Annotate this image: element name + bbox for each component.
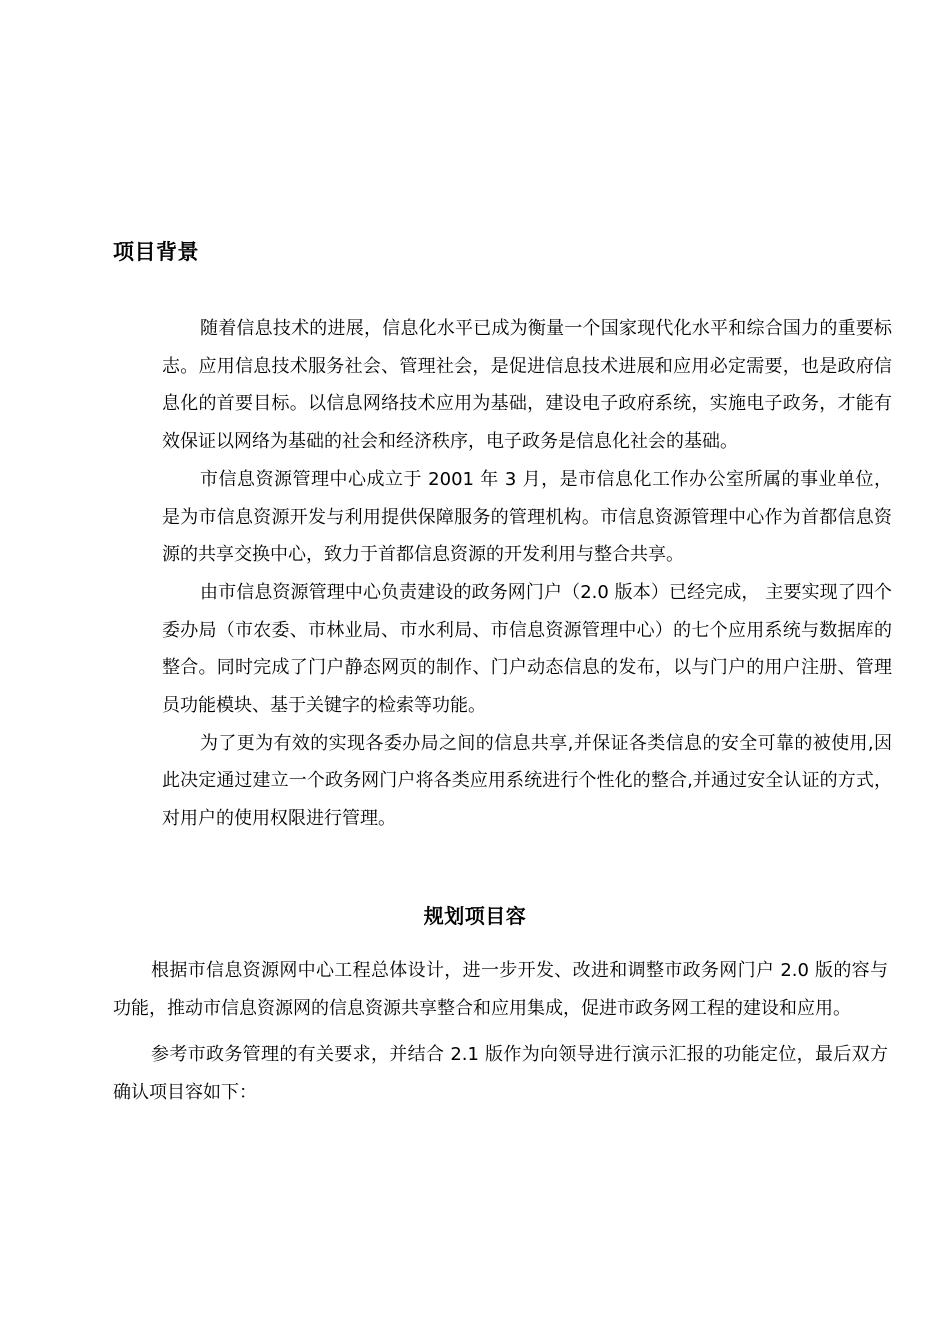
project-background-body [162, 310, 892, 838]
paragraph: 参考市政务管理的有关要求，并结合 2.1 版作为向领导进行演示汇报的功能定位，最后双方确认项目容如下： [113, 1044, 888, 1103]
section-heading-planning-content: 规划项目容 [423, 904, 527, 928]
planning-content-body [113, 952, 888, 1120]
paragraph: 由市信息资源管理中心负责建设的政务网门户（2.0 版本）已经完成， 主要实现了四个委办局（市农委、市林业局、市水利局、市信息资源管理中心）的七个应用系统与数据库的整合。同时完成了门户静态网页的制作、门户动态信息的发布，以与门户的用户注册、管理员功能模块、基于关键字的检索等功能。 [162, 581, 892, 717]
paragraph: 根据市信息资源网中心工程总体设计，进一步开发、改进和调整市政务网门户 2.0 版的容与功能，推动市信息资源网的信息资源共享整合和应用集成，促进市政务网工程的建设和应用。 [113, 960, 888, 1019]
section-heading-project-background: 项目背景 [113, 240, 199, 264]
paragraph: 市信息资源管理中心成立于 2001 年 3 月，是市信息化工作办公室所属的事业单位，是为市信息资源开发与利用提供保障服务的管理机构。市信息资源管理中心作为首都信息资源的共享交换中心，致力于首都信息资源的开发利用与整合共享。 [162, 468, 892, 566]
paragraph: 随着信息技术的进展，信息化水平已成为衡量一个国家现代化水平和综合国力的重要标志。应用信息技术服务社会、管理社会，是促进信息技术进展和应用必定需要，也是政府信息化的首要目标。以信息网络技术应用为基础，建设电子政府系统，实施电子政务，才能有效保证以网络为基础的社会和经济秩序，电子政务是信息化社会的基础。 [162, 318, 892, 453]
paragraph: 为了更为有效的实现各委办局之间的信息共享,并保证各类信息的安全可靠的被使用,因此决定通过建立一个政务网门户将各类应用系统进行个性化的整合,并通过安全认证的方式，对用户的使用权限进行管理。 [162, 732, 892, 830]
